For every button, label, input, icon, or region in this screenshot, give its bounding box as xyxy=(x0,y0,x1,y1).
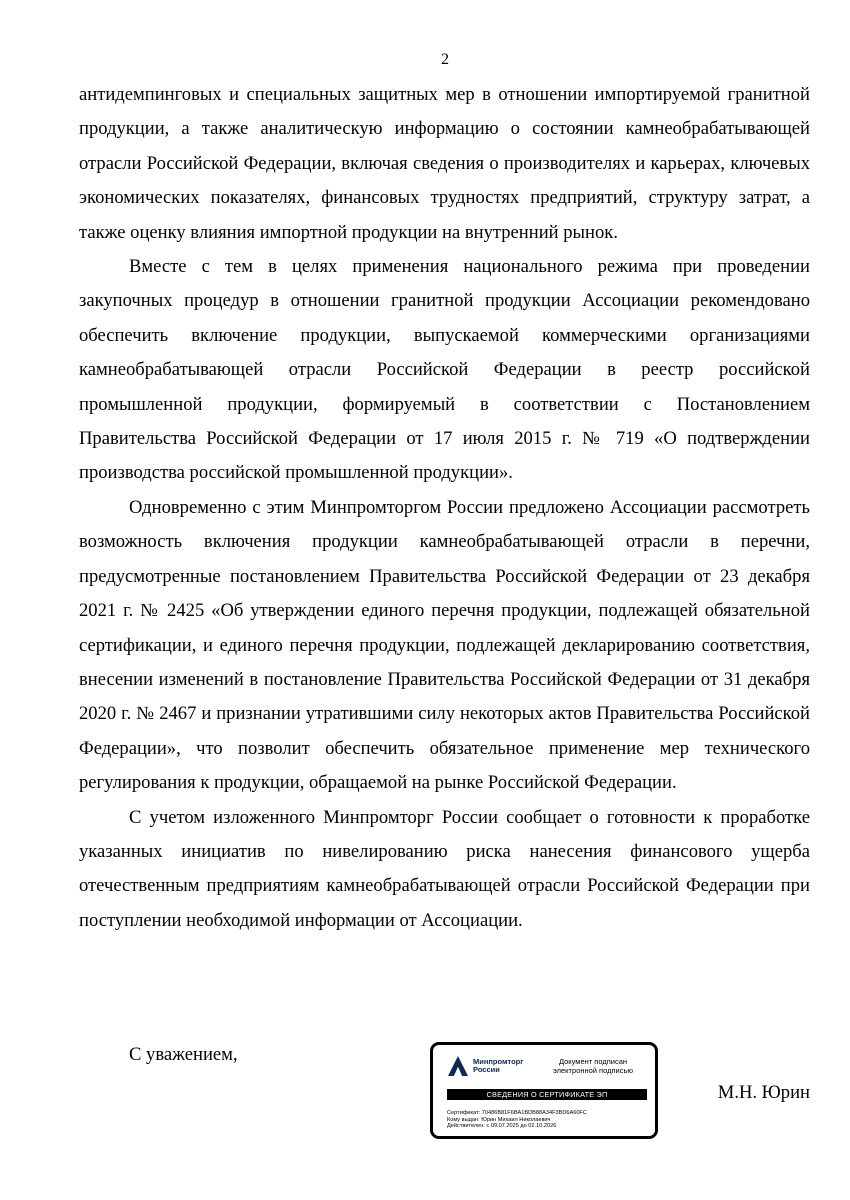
stamp-signed-notice xyxy=(541,1057,645,1075)
ministry-logo-icon xyxy=(447,1055,469,1077)
stamp-validity: Действителен: с 09.07.2025 до 02.10.2026 xyxy=(447,1123,557,1130)
signer-name: М.Н. Юрин xyxy=(717,1082,810,1103)
stamp-certificate-id: Сертификат: 70486B81F6BA1BDB88A34F3BD6A60FC xyxy=(447,1110,587,1116)
page-number: 2 xyxy=(441,51,449,68)
paragraph-2: Вместе с тем в целях применения национального режима при проведении закупочных процедур в отношении гранитной продукции Ассоциации рекомендовано обеспечить включение продукции, выпускаемой коммерческими организациями камнеобрабатывающей отрасли Российской Федерации в реестр российской промышленной продукции, формируемый в соответствии с Постановлением Правительства Российской Федерации от 17 июля 2015 г. № 719 «О подтверждении производства российской промышленной продукции». xyxy=(79,256,810,484)
paragraph-4: С учетом изложенного Минпромторг России сообщает о готовности к проработке указанных инициатив по нивелированию риска нанесения финансового ущерба отечественным предприятиям камнеобрабатывающей отрасли Российской Федерации при поступлении необходимой информации от Ассоциации. xyxy=(79,806,810,931)
stamp-certificate-header: СВЕДЕНИЯ О СЕРТИФИКАТЕ ЭП xyxy=(447,1089,647,1100)
letter-body xyxy=(79,78,810,938)
stamp-certificate-details xyxy=(447,1110,587,1130)
closing-salutation: С уважением, xyxy=(129,1044,238,1065)
stamp-organization xyxy=(473,1058,523,1074)
stamp-signed-line-1: Документ подписан xyxy=(558,1057,628,1066)
paragraph-3: Одновременно с этим Минпромторгом России предложено Ассоциации рассмотреть возможность включения продукции камнеобрабатывающей отрасли в перечни, предусмотренные постановлением Правительства Российской Федерации от 23 декабря 2021 г. № 2425 «Об утверждении единого перечня продукции, подлежащей обязательной сертификации, и единого перечня продукции, подлежащей декларированию соответствия, внесении изменений в постановление Правительства Российской Федерации от 31 декабря 2020 г. № 2467 и признании утратившими силу некоторых актов Правительства Российской Федерации», что позволит обеспечить обязательное применение мер технического регулирования к продукции, обращаемой на рынке Российской Федерации. xyxy=(79,496,810,794)
stamp-org-line-1: Минпромторг xyxy=(473,1057,524,1066)
stamp-org-line-2: России xyxy=(473,1065,500,1074)
stamp-signed-line-2: электронной подписью xyxy=(552,1066,634,1075)
paragraph-1: антидемпинговых и специальных защитных мер в отношении импортируемой гранитной продукции, а также аналитическую информацию о состоянии камнеобрабатывающей отрасли Российской Федерации, включая сведения о производителях и карьерах, ключевых экономических показателях, финансовых трудностях предприятий, структуру затрат, а также оценку влияния импортной продукции на внутренний рынок. xyxy=(79,84,810,243)
stamp-issued-to: Кому выдан: Юрин Михаил Николаевич xyxy=(447,1116,551,1123)
electronic-signature-stamp xyxy=(430,1042,658,1139)
